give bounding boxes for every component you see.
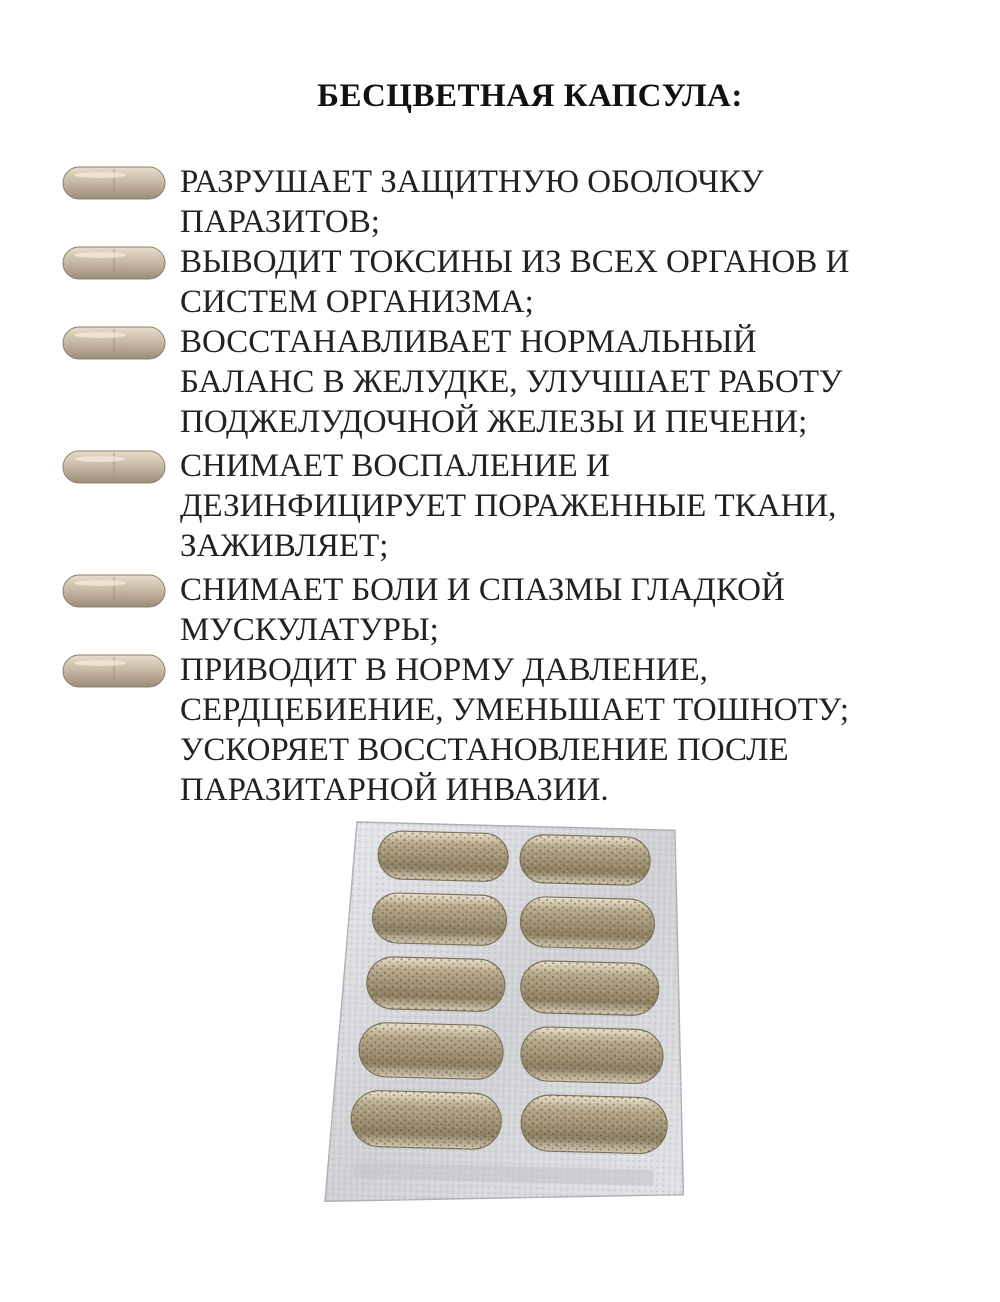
page-title: БЕСЦВЕТНАЯ КАПСУЛА: [317, 78, 743, 114]
benefit-2-line-2: СИСТЕМ ОРГАНИЗМА; [180, 284, 534, 320]
capsule-icon [62, 654, 166, 688]
capsule-icon [62, 450, 166, 484]
benefit-2-line-1: ВЫВОДИТ ТОКСИНЫ ИЗ ВСЕХ ОРГАНОВ И [180, 244, 850, 280]
benefit-4-line-1: СНИМАЕТ ВОСПАЛЕНИЕ И [180, 448, 610, 484]
capsule-icon [62, 574, 166, 608]
benefit-6-line-2: СЕРДЦЕБИЕНИЕ, УМЕНЬШАЕТ ТОШНОТУ; [180, 692, 850, 728]
benefit-4-line-3: ЗАЖИВЛЯЕТ; [180, 528, 389, 564]
benefit-1-line-2: ПАРАЗИТОВ; [180, 204, 380, 240]
benefit-5-line-1: СНИМАЕТ БОЛИ И СПАЗМЫ ГЛАДКОЙ [180, 572, 785, 608]
benefit-3-line-2: БАЛАНС В ЖЕЛУДКЕ, УЛУЧШАЕТ РАБОТУ [180, 364, 843, 400]
benefit-3-line-1: ВОССТАНАВЛИВАЕТ НОРМАЛЬНЫЙ [180, 324, 757, 360]
benefit-6-line-3: УСКОРЯЕТ ВОССТАНОВЛЕНИЕ ПОСЛЕ [180, 732, 789, 768]
capsule-icon [62, 166, 166, 200]
benefit-1-line-1: РАЗРУШАЕТ ЗАЩИТНУЮ ОБОЛОЧКУ [180, 164, 764, 200]
benefit-5-line-2: МУСКУЛАТУРЫ; [180, 612, 439, 648]
blister-pack-image [318, 820, 698, 1212]
benefit-4-line-2: ДЕЗИНФИЦИРУЕТ ПОРАЖЕННЫЕ ТКАНИ, [180, 488, 837, 524]
benefit-3-line-3: ПОДЖЕЛУДОЧНОЙ ЖЕЛЕЗЫ И ПЕЧЕНИ; [180, 404, 808, 440]
benefit-6-line-4: ПАРАЗИТАРНОЙ ИНВАЗИИ. [180, 772, 609, 808]
benefit-6-line-1: ПРИВОДИТ В НОРМУ ДАВЛЕНИЕ, [180, 652, 708, 688]
capsule-icon [62, 246, 166, 280]
capsule-icon [62, 326, 166, 360]
